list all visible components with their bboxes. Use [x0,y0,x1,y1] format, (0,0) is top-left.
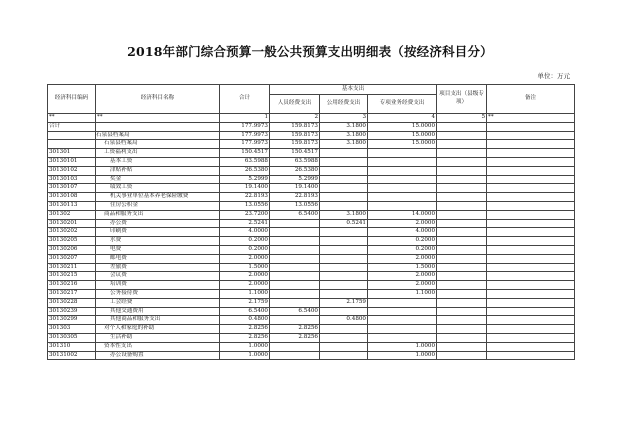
row-remark [487,254,575,263]
row-name: 石泉县档案局 [96,140,220,149]
table-row [48,201,575,210]
row-project [437,254,487,263]
row-special: 0.2000 [368,245,437,254]
row-code: 30130206 [48,245,96,254]
row-total: 150.4517 [220,149,270,158]
row-name: 培训费 [96,281,220,290]
row-name: 水费 [96,237,220,246]
table-row [48,254,575,263]
row-special [368,316,437,325]
row-remark [487,237,575,246]
row-project [437,140,487,149]
row-remark [487,149,575,158]
row-personnel [270,263,320,272]
row-personnel [270,245,320,254]
row-personnel: 6.5400 [270,307,320,316]
row-name: 工会经费 [96,298,220,307]
header-special: 专项业务经费支出 [368,95,437,114]
table-row [48,210,575,219]
row-project [437,157,487,166]
row-public [320,342,368,351]
row-code: 30130113 [48,201,96,210]
row-special: 2.0000 [368,254,437,263]
row-code: 301303 [48,325,96,334]
row-code: 301301 [48,149,96,158]
header-total: 合计 [220,85,270,114]
row-special [368,149,437,158]
row-special [368,157,437,166]
row-code: 30130102 [48,166,96,175]
row-remark [487,333,575,342]
row-total: 13.0556 [220,201,270,210]
row-name: 其他商品和服务支出 [96,316,220,325]
row-remark [487,210,575,219]
row-personnel: 2.8256 [270,325,320,334]
table-row [48,281,575,290]
row-code: 30130201 [48,219,96,228]
row-code: 30130217 [48,289,96,298]
row-public: 0.4800 [320,316,368,325]
table-row [48,228,575,237]
row-remark [487,201,575,210]
row-personnel: 63.5988 [270,157,320,166]
row-public [320,272,368,281]
row-personnel [270,228,320,237]
row-name: 奖金 [96,175,220,184]
row-public [320,245,368,254]
row-name: 印刷费 [96,228,220,237]
row-code: 301302 [48,210,96,219]
row-personnel [270,316,320,325]
row-total: 177.9973 [220,131,270,140]
row-project [437,210,487,219]
header-public: 公用经费支出 [320,95,368,114]
row-project [437,237,487,246]
row-total: 0.2000 [220,237,270,246]
row-name: 住房公积金 [96,201,220,210]
row-public: 3.1800 [320,122,368,131]
row-name: 邮电费 [96,254,220,263]
index-cell: ** [96,114,220,123]
row-remark [487,342,575,351]
row-project [437,131,487,140]
row-personnel: 19.1400 [270,184,320,193]
row-name: 生活补助 [96,333,220,342]
index-cell: 2 [270,114,320,123]
row-personnel [270,289,320,298]
row-code: 30130207 [48,254,96,263]
table-row [48,175,575,184]
row-public [320,149,368,158]
row-code [48,140,96,149]
row-remark [487,245,575,254]
row-personnel: 13.0556 [270,201,320,210]
row-name: 机关事业单位基本养老保险缴费 [96,193,220,202]
row-personnel: 26.5380 [270,166,320,175]
row-special: 15.0000 [368,131,437,140]
index-cell: ** [48,114,96,123]
table-row [48,333,575,342]
index-cell: 1 [220,114,270,123]
row-remark [487,228,575,237]
row-project [437,263,487,272]
row-code: 30130101 [48,157,96,166]
row-name: 绩效工资 [96,184,220,193]
row-project [437,316,487,325]
row-special: 15.0000 [368,122,437,131]
row-remark [487,157,575,166]
row-public [320,175,368,184]
row-remark [487,289,575,298]
row-total: 2.8256 [220,325,270,334]
row-project [437,122,487,131]
row-remark [487,193,575,202]
row-project [437,307,487,316]
header-remark: 备注 [487,85,575,114]
row-special [368,193,437,202]
row-name [96,122,220,131]
row-project [437,245,487,254]
row-code: 30130103 [48,175,96,184]
row-total: 1.0000 [220,342,270,351]
row-name: 津贴补贴 [96,166,220,175]
row-code: 30130108 [48,193,96,202]
table-row [48,298,575,307]
row-personnel: 6.5400 [270,210,320,219]
row-code: 合计 [48,122,96,131]
table-row [48,316,575,325]
row-special: 1.1000 [368,289,437,298]
unit-label: 单位：万元 [537,72,570,80]
row-total: 1.1000 [220,289,270,298]
row-personnel [270,219,320,228]
row-personnel [270,237,320,246]
row-special: 2.0000 [368,219,437,228]
row-total: 1.0000 [220,351,270,360]
row-special: 14.0000 [368,210,437,219]
row-public [320,228,368,237]
row-project [437,166,487,175]
row-total: 2.0000 [220,281,270,290]
index-row [48,114,575,123]
row-remark [487,351,575,360]
row-special [368,307,437,316]
row-code: 30131002 [48,351,96,360]
index-cell: 5 [437,114,487,123]
row-personnel [270,254,320,263]
row-personnel [270,298,320,307]
row-total: 23.7200 [220,210,270,219]
table-row [48,289,575,298]
row-special [368,333,437,342]
row-total: 2.0000 [220,254,270,263]
row-project [437,272,487,281]
header-personnel: 人员经费支出 [270,95,320,114]
row-code: 30130216 [48,281,96,290]
budget-table [47,84,575,360]
row-public [320,201,368,210]
row-public [320,254,368,263]
row-special: 2.0000 [368,281,437,290]
row-special [368,201,437,210]
row-total: 2.0000 [220,272,270,281]
row-remark [487,122,575,131]
row-total: 2.8256 [220,333,270,342]
row-personnel [270,272,320,281]
row-project [437,325,487,334]
row-project [437,342,487,351]
row-code: 30130239 [48,307,96,316]
row-public: 0.5241 [320,219,368,228]
row-code: 30130215 [48,272,96,281]
table-row [48,149,575,158]
row-name: 基本工资 [96,157,220,166]
row-personnel: 159.8173 [270,140,320,149]
table-row [48,131,575,140]
row-special [368,166,437,175]
row-personnel [270,342,320,351]
row-remark [487,131,575,140]
row-name: 电费 [96,245,220,254]
index-cell: 4 [368,114,437,123]
table-row [48,237,575,246]
row-total: 19.1400 [220,184,270,193]
row-total: 177.9973 [220,140,270,149]
row-remark [487,325,575,334]
row-personnel: 150.4517 [270,149,320,158]
row-project [437,289,487,298]
header-code: 经济科目编码 [48,85,96,114]
table-row [48,166,575,175]
row-project [437,175,487,184]
row-total: 6.5400 [220,307,270,316]
table-row [48,263,575,272]
page-title: 2018年部门综合预算一般公共预算支出明细表（按经济科目分） [127,44,493,59]
row-code: 30130228 [48,298,96,307]
index-cell: 3 [320,114,368,123]
row-public [320,281,368,290]
row-public: 3.1800 [320,140,368,149]
row-project [437,193,487,202]
row-name: 对个人和家庭的补助 [96,325,220,334]
row-remark [487,298,575,307]
header-basic: 基本支出 [270,85,437,95]
row-special [368,175,437,184]
row-remark [487,307,575,316]
row-remark [487,184,575,193]
row-name: 商品和服务支出 [96,210,220,219]
table-row [48,219,575,228]
row-personnel: 22.8193 [270,193,320,202]
row-total: 2.5241 [220,219,270,228]
row-public [320,237,368,246]
row-public [320,157,368,166]
row-special: 15.0000 [368,140,437,149]
row-code: 30130299 [48,316,96,325]
table-row [48,157,575,166]
row-special [368,325,437,334]
row-personnel: 5.2999 [270,175,320,184]
row-special: 1.0000 [368,342,437,351]
table-body [48,114,575,360]
row-public [320,184,368,193]
row-public: 3.1800 [320,131,368,140]
row-remark [487,166,575,175]
table-row [48,351,575,360]
table-row [48,193,575,202]
row-remark [487,263,575,272]
row-total: 0.4800 [220,316,270,325]
header-project: 项目支出（县级专项） [437,85,487,114]
row-remark [487,219,575,228]
row-total: 177.9973 [220,122,270,131]
row-name: 办公设备购置 [96,351,220,360]
row-special: 1.0000 [368,351,437,360]
table-row [48,122,575,131]
row-special: 4.0000 [368,228,437,237]
row-special: 0.2000 [368,237,437,246]
row-personnel [270,281,320,290]
row-project [437,351,487,360]
row-personnel [270,351,320,360]
index-cell: ** [487,114,575,123]
row-public [320,263,368,272]
row-project [437,281,487,290]
row-project [437,228,487,237]
row-public [320,193,368,202]
row-total: 22.8193 [220,193,270,202]
row-public [320,333,368,342]
table-row [48,272,575,281]
row-personnel: 2.8256 [270,333,320,342]
row-project [437,184,487,193]
row-name: 差旅费 [96,263,220,272]
row-special: 1.5000 [368,263,437,272]
row-public [320,307,368,316]
row-code: 30130107 [48,184,96,193]
row-total: 26.5380 [220,166,270,175]
table-row [48,342,575,351]
row-public: 2.1759 [320,298,368,307]
row-project [437,333,487,342]
row-remark [487,140,575,149]
row-name: 资本性支出 [96,342,220,351]
row-project [437,298,487,307]
row-total: 2.1759 [220,298,270,307]
row-code: 30130211 [48,263,96,272]
row-project [437,149,487,158]
table-row [48,184,575,193]
row-project [437,201,487,210]
row-name: 石泉县档案局 [96,131,220,140]
row-code: 30130205 [48,237,96,246]
row-name: 公务接待费 [96,289,220,298]
row-public [320,289,368,298]
row-code: 30130202 [48,228,96,237]
row-name: 其他交通费用 [96,307,220,316]
header-name: 经济科目名称 [96,85,220,114]
row-remark [487,272,575,281]
row-public [320,166,368,175]
row-code [48,131,96,140]
row-total: 0.2000 [220,245,270,254]
row-project [437,219,487,228]
row-total: 1.5000 [220,263,270,272]
row-public [320,351,368,360]
row-special [368,184,437,193]
row-total: 63.5988 [220,157,270,166]
row-personnel: 159.8173 [270,131,320,140]
table-row [48,245,575,254]
table-row [48,307,575,316]
row-special: 2.0000 [368,272,437,281]
row-public [320,325,368,334]
row-special [368,298,437,307]
row-remark [487,316,575,325]
row-remark [487,281,575,290]
row-name: 工资福利支出 [96,149,220,158]
row-total: 4.0000 [220,228,270,237]
row-name: 办公费 [96,219,220,228]
table-row [48,140,575,149]
row-public: 3.1800 [320,210,368,219]
row-name: 会议费 [96,272,220,281]
row-personnel: 159.8173 [270,122,320,131]
row-remark [487,175,575,184]
table-row [48,325,575,334]
row-total: 5.2999 [220,175,270,184]
row-code: 30130305 [48,333,96,342]
row-code: 301310 [48,342,96,351]
